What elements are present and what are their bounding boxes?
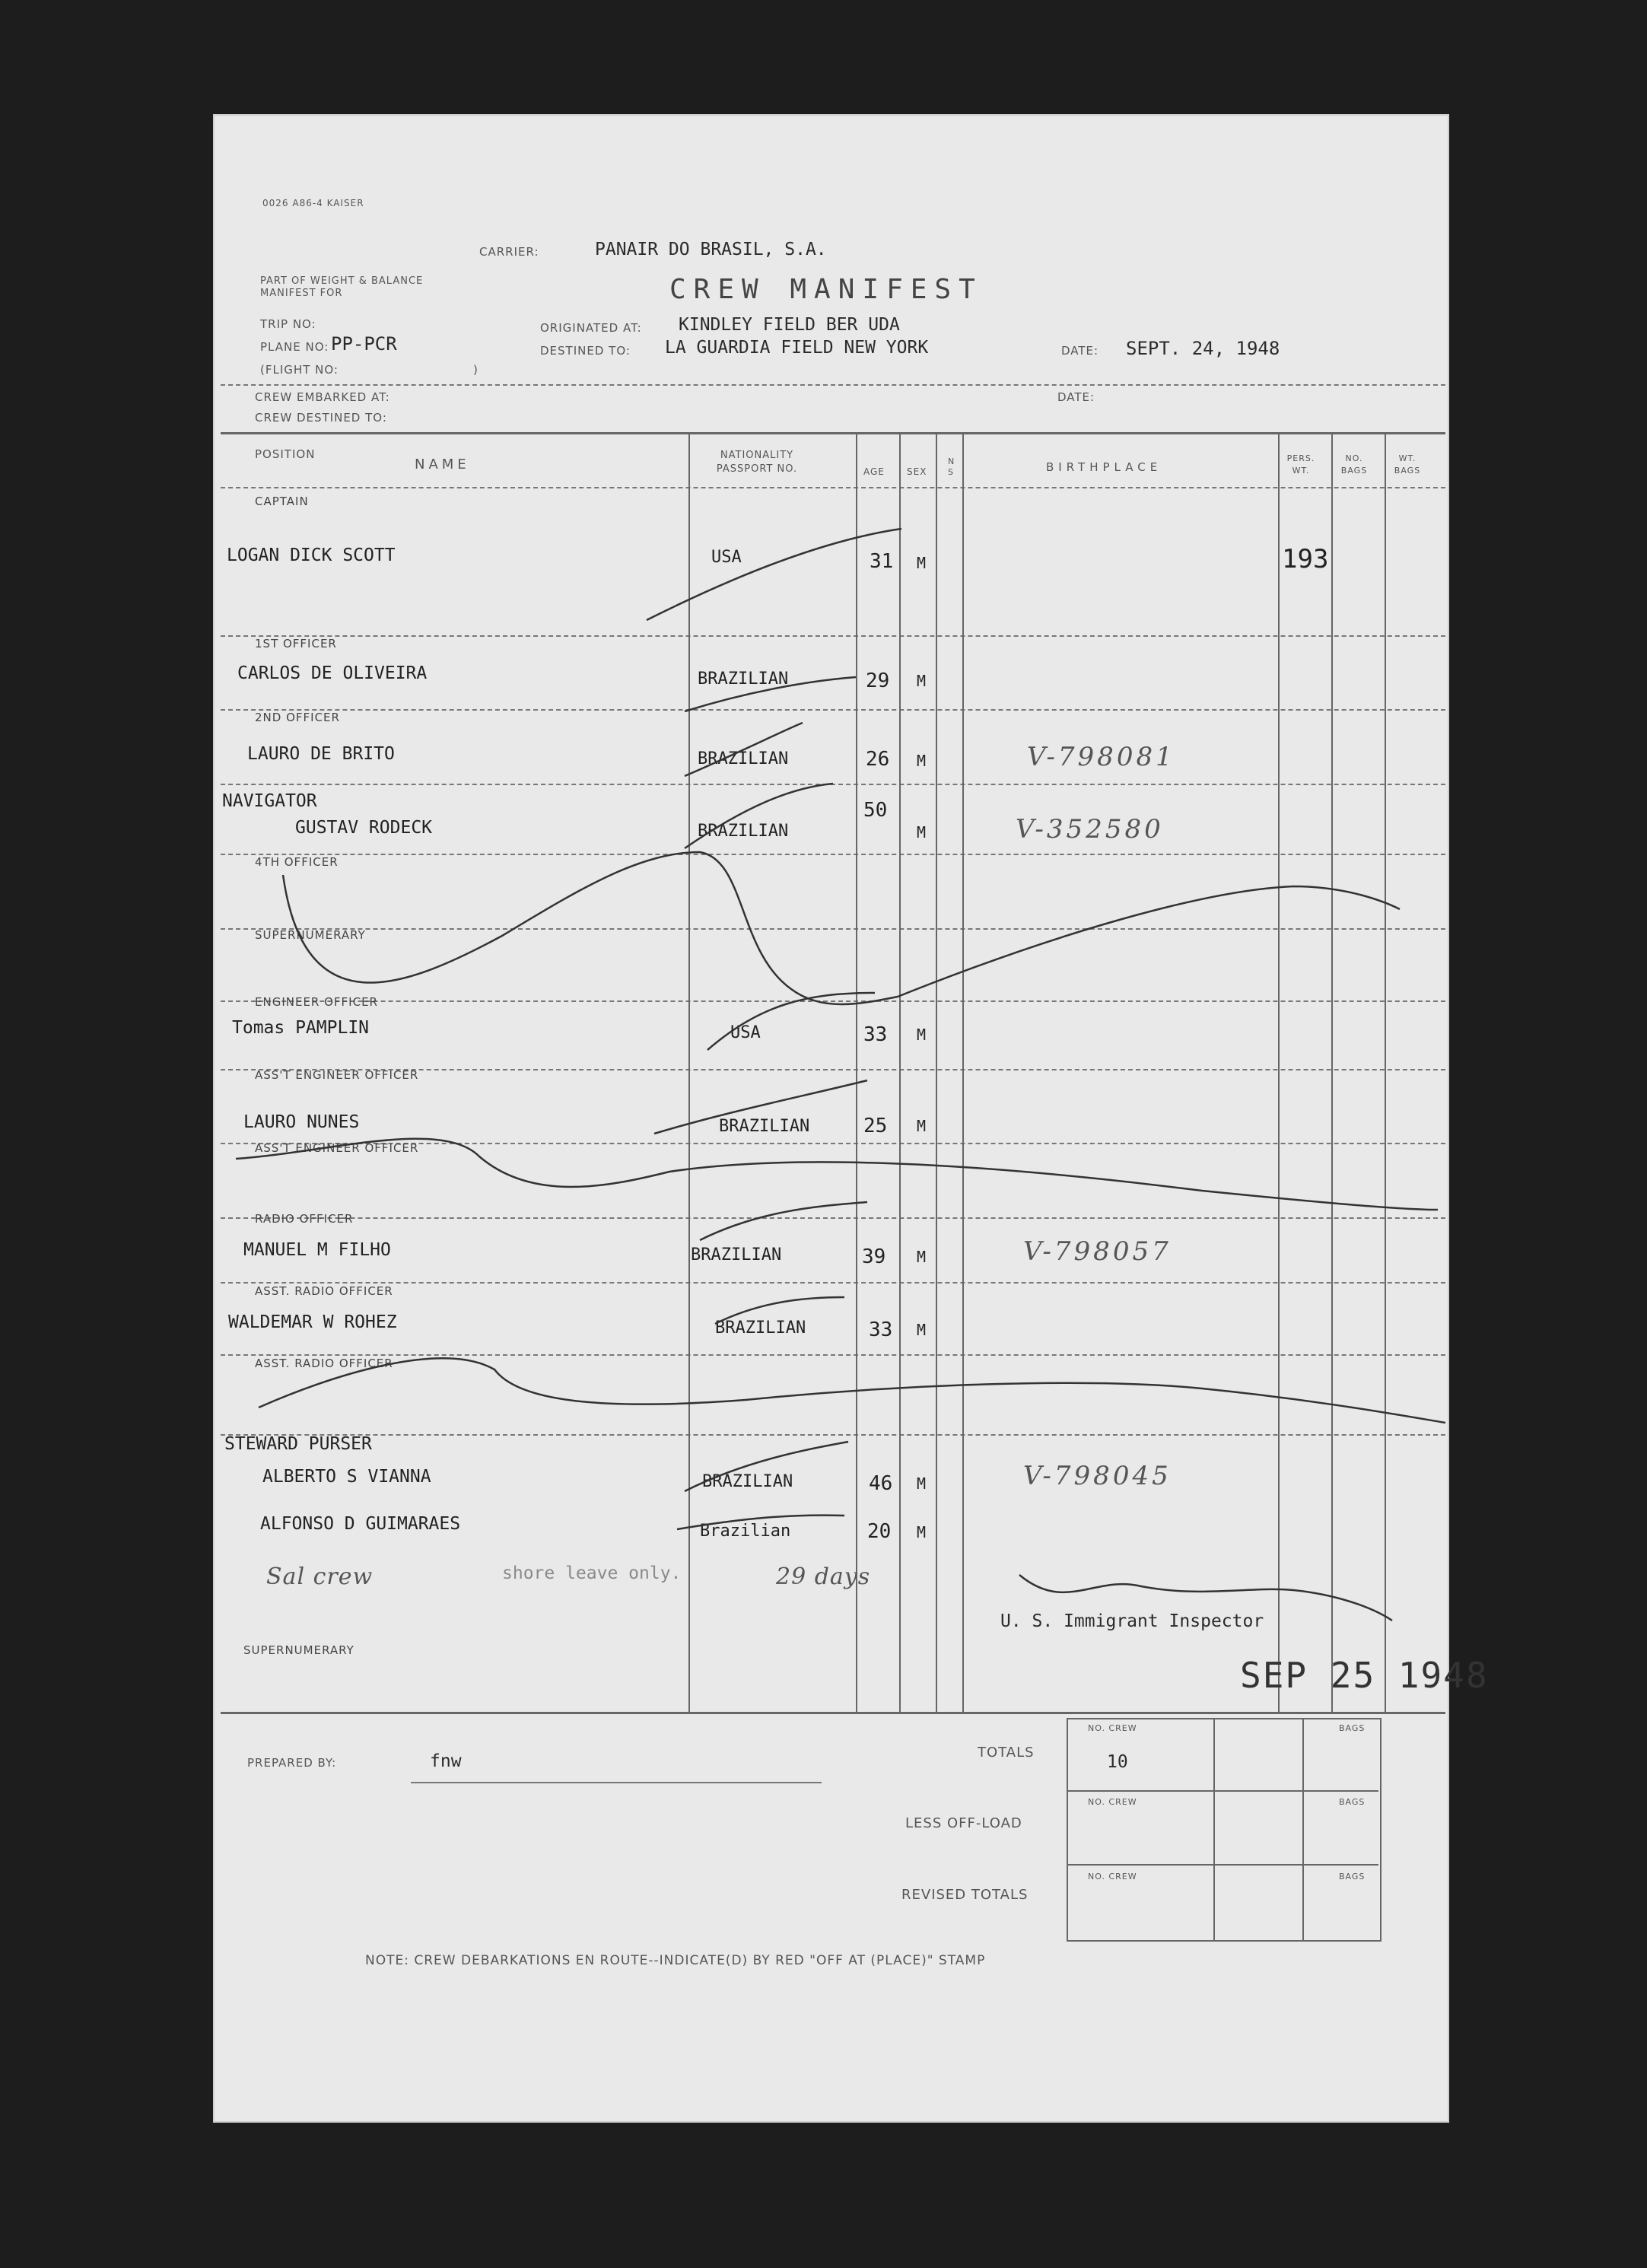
crew-name: LAURO DE BRITO — [247, 744, 395, 764]
crew-age: 33 — [869, 1318, 893, 1341]
check-stroke — [654, 1080, 867, 1134]
prepared-label: PREPARED BY: — [247, 1756, 337, 1770]
note-days: 29 days — [776, 1563, 871, 1590]
col-wt-bags: WT. BAGS — [1394, 453, 1421, 476]
col-sex: SEX — [907, 466, 927, 477]
crew-name: GUSTAV RODECK — [295, 818, 433, 838]
check-stroke — [685, 677, 856, 711]
crew-passport-handwritten: V-352580 — [1016, 814, 1164, 845]
pos-supernumerary: SUPERNUMERARY — [255, 928, 366, 942]
date-value: SEPT. 24, 1948 — [1126, 338, 1280, 359]
strike-squiggle — [259, 1358, 1445, 1423]
pos-asst-engineer-2: ASS'T ENGINEER OFFICER — [255, 1141, 419, 1155]
crew-nationality: BRAZILIAN — [719, 1117, 810, 1136]
embarked-label: CREW EMBARKED AT: — [255, 390, 390, 404]
pos-asst-radio: ASST. RADIO OFFICER — [255, 1284, 393, 1298]
carrier-label: CARRIER: — [479, 245, 539, 259]
no-crew-label: NO. CREW — [1088, 1723, 1137, 1733]
crew-name: LOGAN DICK SCOTT — [227, 546, 396, 565]
check-stroke — [685, 723, 803, 776]
crew-nationality: USA — [730, 1023, 761, 1042]
dest-value: LA GUARDIA FIELD NEW YORK — [665, 338, 929, 358]
col-age: AGE — [863, 466, 885, 477]
crew-sex: M — [917, 554, 927, 572]
pos-fourth-officer: 4TH OFFICER — [255, 855, 339, 869]
crew-age: 39 — [862, 1245, 886, 1268]
col-name: NAME — [415, 456, 470, 472]
pos-first-officer: 1ST OFFICER — [255, 637, 337, 650]
check-stroke — [685, 1442, 848, 1491]
pos-purser: STEWARD PURSER — [224, 1434, 372, 1454]
crew-age: 33 — [863, 1023, 888, 1046]
weight-balance-label: PART OF WEIGHT & BALANCE MANIFEST FOR — [260, 275, 424, 299]
crew-nationality: USA — [711, 548, 742, 567]
bags-label: BAGS — [1339, 1797, 1366, 1807]
check-stroke — [677, 1516, 844, 1529]
dest-label: DESTINED TO: — [540, 344, 631, 358]
crew-passport-handwritten: V-798057 — [1023, 1236, 1172, 1267]
crew-passport-handwritten: V-798045 — [1023, 1461, 1172, 1491]
crew-name: ALFONSO D GUIMARAES — [260, 1514, 461, 1534]
note-shore-leave: shore leave only. — [502, 1563, 682, 1583]
bags-label: BAGS — [1339, 1723, 1366, 1733]
strike-squiggle — [236, 1139, 1438, 1210]
crew-age: 31 — [870, 550, 894, 573]
flight-close: ) — [473, 363, 479, 377]
date-label: DATE: — [1061, 344, 1099, 358]
crew-age: 50 — [863, 799, 888, 822]
pos-radio: RADIO OFFICER — [255, 1212, 354, 1226]
crew-sex: M — [917, 1117, 927, 1135]
manifest-sheet — [213, 114, 1489, 2123]
crew-age: 29 — [866, 670, 890, 692]
crew-nationality: Brazilian — [700, 1522, 791, 1541]
date2-label: DATE: — [1057, 390, 1095, 404]
destined-label: CREW DESTINED TO: — [255, 411, 387, 425]
manifest-title: CREW MANIFEST — [669, 274, 983, 305]
plane-label: PLANE NO: — [260, 340, 329, 354]
crew-sex: M — [917, 823, 927, 841]
pencil-marks — [213, 114, 1449, 2123]
date-stamp: SEP 25 1948 — [1240, 1655, 1489, 1696]
bottom-note: NOTE: CREW DEBARKATIONS EN ROUTE--INDICATE(D) BY RED "OFF AT (PLACE)" STAMP — [365, 1953, 986, 1968]
no-crew-label: NO. CREW — [1088, 1797, 1137, 1807]
crew-nationality: BRAZILIAN — [698, 749, 789, 768]
col-pers-wt: PERS. WT. — [1286, 453, 1315, 476]
pos-second-officer: 2ND OFFICER — [255, 711, 340, 724]
less-offload-label: LESS OFF-LOAD — [905, 1815, 1022, 1831]
prepared-value: fnw — [430, 1751, 462, 1771]
col-no-bags: NO. BAGS — [1340, 453, 1368, 476]
crew-name: CARLOS DE OLIVEIRA — [237, 663, 428, 683]
crew-nationality: BRAZILIAN — [691, 1245, 782, 1264]
check-stroke — [707, 993, 875, 1050]
crew-age: 26 — [866, 748, 890, 771]
check-stroke — [685, 784, 833, 848]
pos-asst-radio-2: ASST. RADIO OFFICER — [255, 1357, 393, 1370]
form-code: 0026 A86-4 KAISER — [262, 198, 364, 208]
no-crew-value: 10 — [1107, 1752, 1128, 1772]
crew-name: LAURO NUNES — [243, 1112, 360, 1132]
pos-supernumerary-2: SUPERNUMERARY — [243, 1643, 355, 1657]
crew-age: 20 — [867, 1520, 892, 1543]
col-position: POSITION — [255, 447, 316, 461]
crew-sex: M — [917, 1248, 927, 1266]
plane-value: PP-PCR — [331, 333, 397, 355]
crew-sex: M — [917, 1523, 927, 1541]
crew-nationality: BRAZILIAN — [698, 670, 789, 689]
inspector-label: U. S. Immigrant Inspector — [1000, 1611, 1264, 1631]
crew-nationality: BRAZILIAN — [702, 1472, 793, 1491]
origin-label: ORIGINATED AT: — [540, 321, 642, 335]
col-ns: N S — [948, 456, 955, 477]
origin-value: KINDLEY FIELD BER UDA — [679, 315, 900, 335]
pos-asst-engineer: ASS'T ENGINEER OFFICER — [255, 1068, 419, 1082]
crew-nationality: BRAZILIAN — [698, 822, 789, 841]
crew-sex: M — [917, 752, 927, 770]
crew-sex: M — [917, 1026, 927, 1044]
crew-age: 25 — [863, 1115, 888, 1137]
check-stroke — [700, 1202, 867, 1240]
flight-label: (FLIGHT NO: — [260, 363, 339, 377]
strike-squiggle — [283, 852, 1400, 1004]
crew-sex: M — [917, 1321, 927, 1339]
crew-name: WALDEMAR W ROHEZ — [228, 1312, 397, 1332]
totals-label: TOTALS — [978, 1745, 1035, 1761]
signature — [1019, 1575, 1392, 1621]
trip-label: TRIP NO: — [260, 317, 316, 331]
crew-sex: M — [917, 1474, 927, 1493]
carrier-value: PANAIR DO BRASIL, S.A. — [595, 240, 827, 259]
col-birthplace: BIRTHPLACE — [1046, 460, 1162, 474]
crew-nationality: BRAZILIAN — [715, 1318, 806, 1338]
crew-sex: M — [917, 672, 927, 690]
crew-pers-wt: 193 — [1282, 544, 1329, 574]
crew-age: 46 — [869, 1472, 893, 1495]
pos-captain: CAPTAIN — [255, 495, 309, 508]
check-stroke — [647, 529, 901, 620]
pos-engineer: ENGINEER OFFICER — [255, 995, 378, 1009]
bags-label: BAGS — [1339, 1872, 1366, 1882]
col-nationality: NATIONALITY PASSPORT NO. — [716, 450, 798, 475]
crew-name: Tomas PAMPLIN — [232, 1018, 370, 1038]
revised-totals-label: REVISED TOTALS — [901, 1887, 1029, 1903]
crew-name: MANUEL M FILHO — [243, 1240, 391, 1260]
check-stroke — [715, 1297, 844, 1324]
crew-passport-handwritten: V-798081 — [1027, 742, 1175, 772]
pos-navigator: NAVIGATOR — [222, 791, 317, 811]
no-crew-label: NO. CREW — [1088, 1872, 1137, 1882]
note-handwritten: Sal crew — [266, 1563, 374, 1590]
crew-name: ALBERTO S VIANNA — [262, 1467, 431, 1487]
